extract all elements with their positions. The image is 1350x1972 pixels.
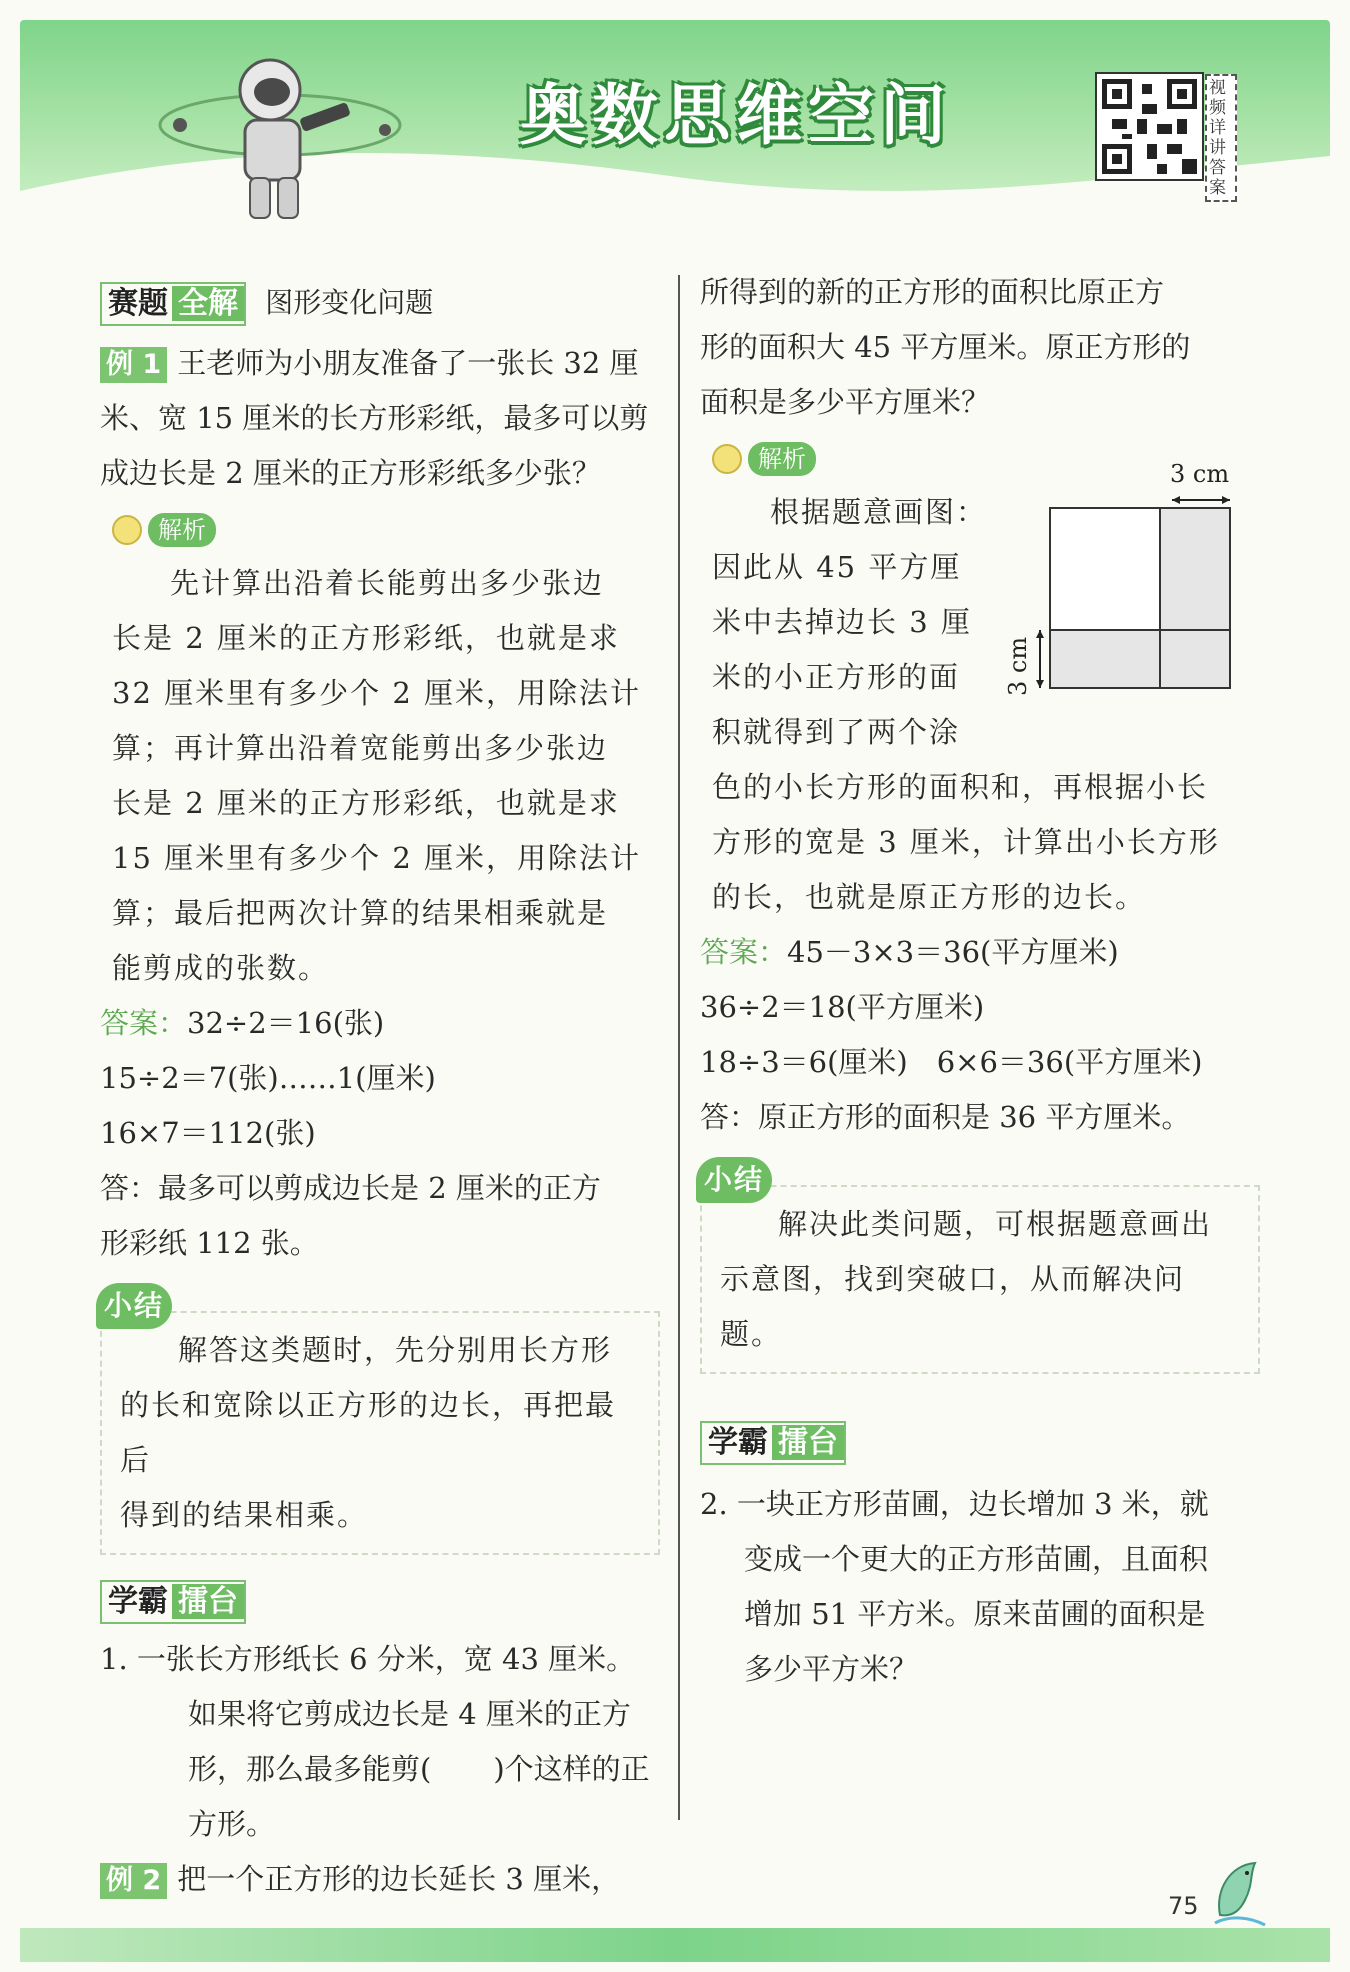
answer-line: 形彩纸 112 张。 [100,1226,319,1260]
page-number: 75 [1168,1892,1199,1920]
example-2-line-3: 形的面积大 45 平方厘米。原正方形的 [700,330,1191,364]
example-1-line-2: 米、宽 15 厘米的长方形彩纸，最多可以剪 [100,401,649,435]
lightbulb-icon [712,444,742,474]
example-1-label: 例 1 [100,347,167,383]
analysis-line: 先计算出沿着长能剪出多少张边 [170,566,605,600]
arrowhead [1172,496,1180,504]
challenge-heading [700,1414,1260,1469]
question-1: 1. 一张长方形纸长 6 分米，宽 43 厘米。 如果将它剪成边长是 4 厘米的正方 形，那么最多能剪( )个这样的正 方形。 [100,1642,650,1841]
shaded-strip-bottom [1050,630,1230,688]
challenge-heading [100,1573,660,1628]
question-2-number: 2. [700,1487,728,1521]
left-column [100,275,660,1907]
answer-line: 答案：32÷2＝16(张) [100,1006,385,1040]
analysis-line: 米的小正方形的面 [712,660,961,694]
arrowhead [1036,630,1044,638]
analysis-line: 15 厘米里有多少个 2 厘米，用除法计 [112,841,642,875]
answer-line: 15÷2＝7(张)……1(厘米) [100,1061,436,1095]
analysis-line: 米中去掉边长 3 厘 [712,605,972,639]
example-2-line-1: 例 2 把一个正方形的边长延长 3 厘米， [100,1852,660,1907]
analysis-text [100,556,660,996]
challenge-tag: 学霸 擂台 [700,1421,846,1465]
qr-caption: 视频详讲答案 [1205,74,1237,202]
answer-line: 答案：45－3×3＝36(平方厘米) [700,935,1119,969]
challenge-tag: 学霸 擂台 [100,1580,246,1624]
square-diagram [1004,460,1260,705]
analysis-line: 因此从 45 平方厘 [712,550,962,584]
analysis-line: 积就得到了两个涂 [712,715,961,749]
example-2-line-4: 面积是多少平方厘米？ [700,385,991,419]
dolphin-icon [1205,1855,1275,1930]
question-1-number: 1. [100,1642,128,1676]
astronaut-illustration [150,30,450,230]
summary-line: 得到的结果相乘。 [120,1498,369,1532]
answer-line: 18÷3＝6(厘米) 6×6＝36(平方厘米) [700,1045,1203,1079]
section-tag: 赛题 全解 [100,282,246,326]
summary-box [700,1163,1260,1374]
summary-line: 的长和宽除以正方形的边长，再把最后 [120,1388,617,1477]
analysis-heading [112,501,660,556]
example-2-line-2: 所得到的新的正方形的面积比原正方 [700,275,1165,309]
analysis-line: 算；最后把两次计算的结果相乘就是 [112,896,609,930]
qr-code-icon[interactable] [1095,72,1204,181]
answer-label: 答案： [100,1006,188,1040]
analysis-label: 解析 [748,442,816,476]
answer-line: 答：原正方形的面积是 36 平方厘米。 [700,1100,1191,1134]
summary-line: 解决此类问题，可根据题意画出 [778,1207,1213,1241]
side-dimension-label: 3 cm [1004,636,1032,696]
analysis-line: 方形的宽是 3 厘米，计算出小长方形 [712,825,1220,859]
answer-line: 答：最多可以剪成边长是 2 厘米的正方 [100,1171,601,1205]
arrowhead [1222,496,1230,504]
analysis-line: 色的小长方形的面积和，再根据小长 [712,770,1209,804]
example-1-line-1: 例 1 王老师为小朋友准备了一张长 32 厘 [100,336,660,391]
original-square [1050,508,1160,630]
example-1-line-3: 成边长是 2 厘米的正方形彩纸多少张？ [100,456,601,490]
analysis-line: 算；再计算出沿着宽能剪出多少张边 [112,731,609,765]
header-title: 奥数思维空间 [520,77,952,154]
question-2: 2. 一块正方形苗圃，边长增加 3 米，就 变成一个更大的正方形苗圃，且面积 增加 51 平方米。原来苗圃的面积是 多少平方米？ [700,1487,1209,1686]
analysis-label: 解析 [148,513,216,547]
section-topic: 图形变化问题 [265,286,434,319]
analysis-line: 根据题意画图： [770,495,988,529]
summary-line: 解答这类题时，先分别用长方形 [178,1333,613,1367]
summary-box [100,1289,660,1555]
analysis-line: 长是 2 厘米的正方形彩纸，也就是求 [112,621,620,655]
analysis-line: 的长，也就是原正方形的边长。 [712,880,1147,914]
summary-badge: 小结 [696,1157,772,1203]
answer-line: 16×7＝112(张) [100,1116,316,1150]
section-heading [100,275,660,330]
summary-badge: 小结 [96,1283,172,1329]
footer-band [20,1928,1330,1962]
answer-line: 36÷2＝18(平方厘米) [700,990,985,1024]
column-divider [678,275,680,1820]
top-dimension-label: 3 cm [1170,460,1230,488]
lightbulb-icon [112,515,142,545]
example-2-label: 例 2 [100,1863,167,1899]
analysis-line: 长是 2 厘米的正方形彩纸，也就是求 [112,786,620,820]
summary-line: 示意图，找到突破口，从而解决问题。 [720,1262,1186,1351]
analysis-line: 能剪成的张数。 [112,951,330,985]
analysis-line: 32 厘米里有多少个 2 厘米，用除法计 [112,676,642,710]
answer-label: 答案： [700,935,788,969]
arrowhead [1036,680,1044,688]
